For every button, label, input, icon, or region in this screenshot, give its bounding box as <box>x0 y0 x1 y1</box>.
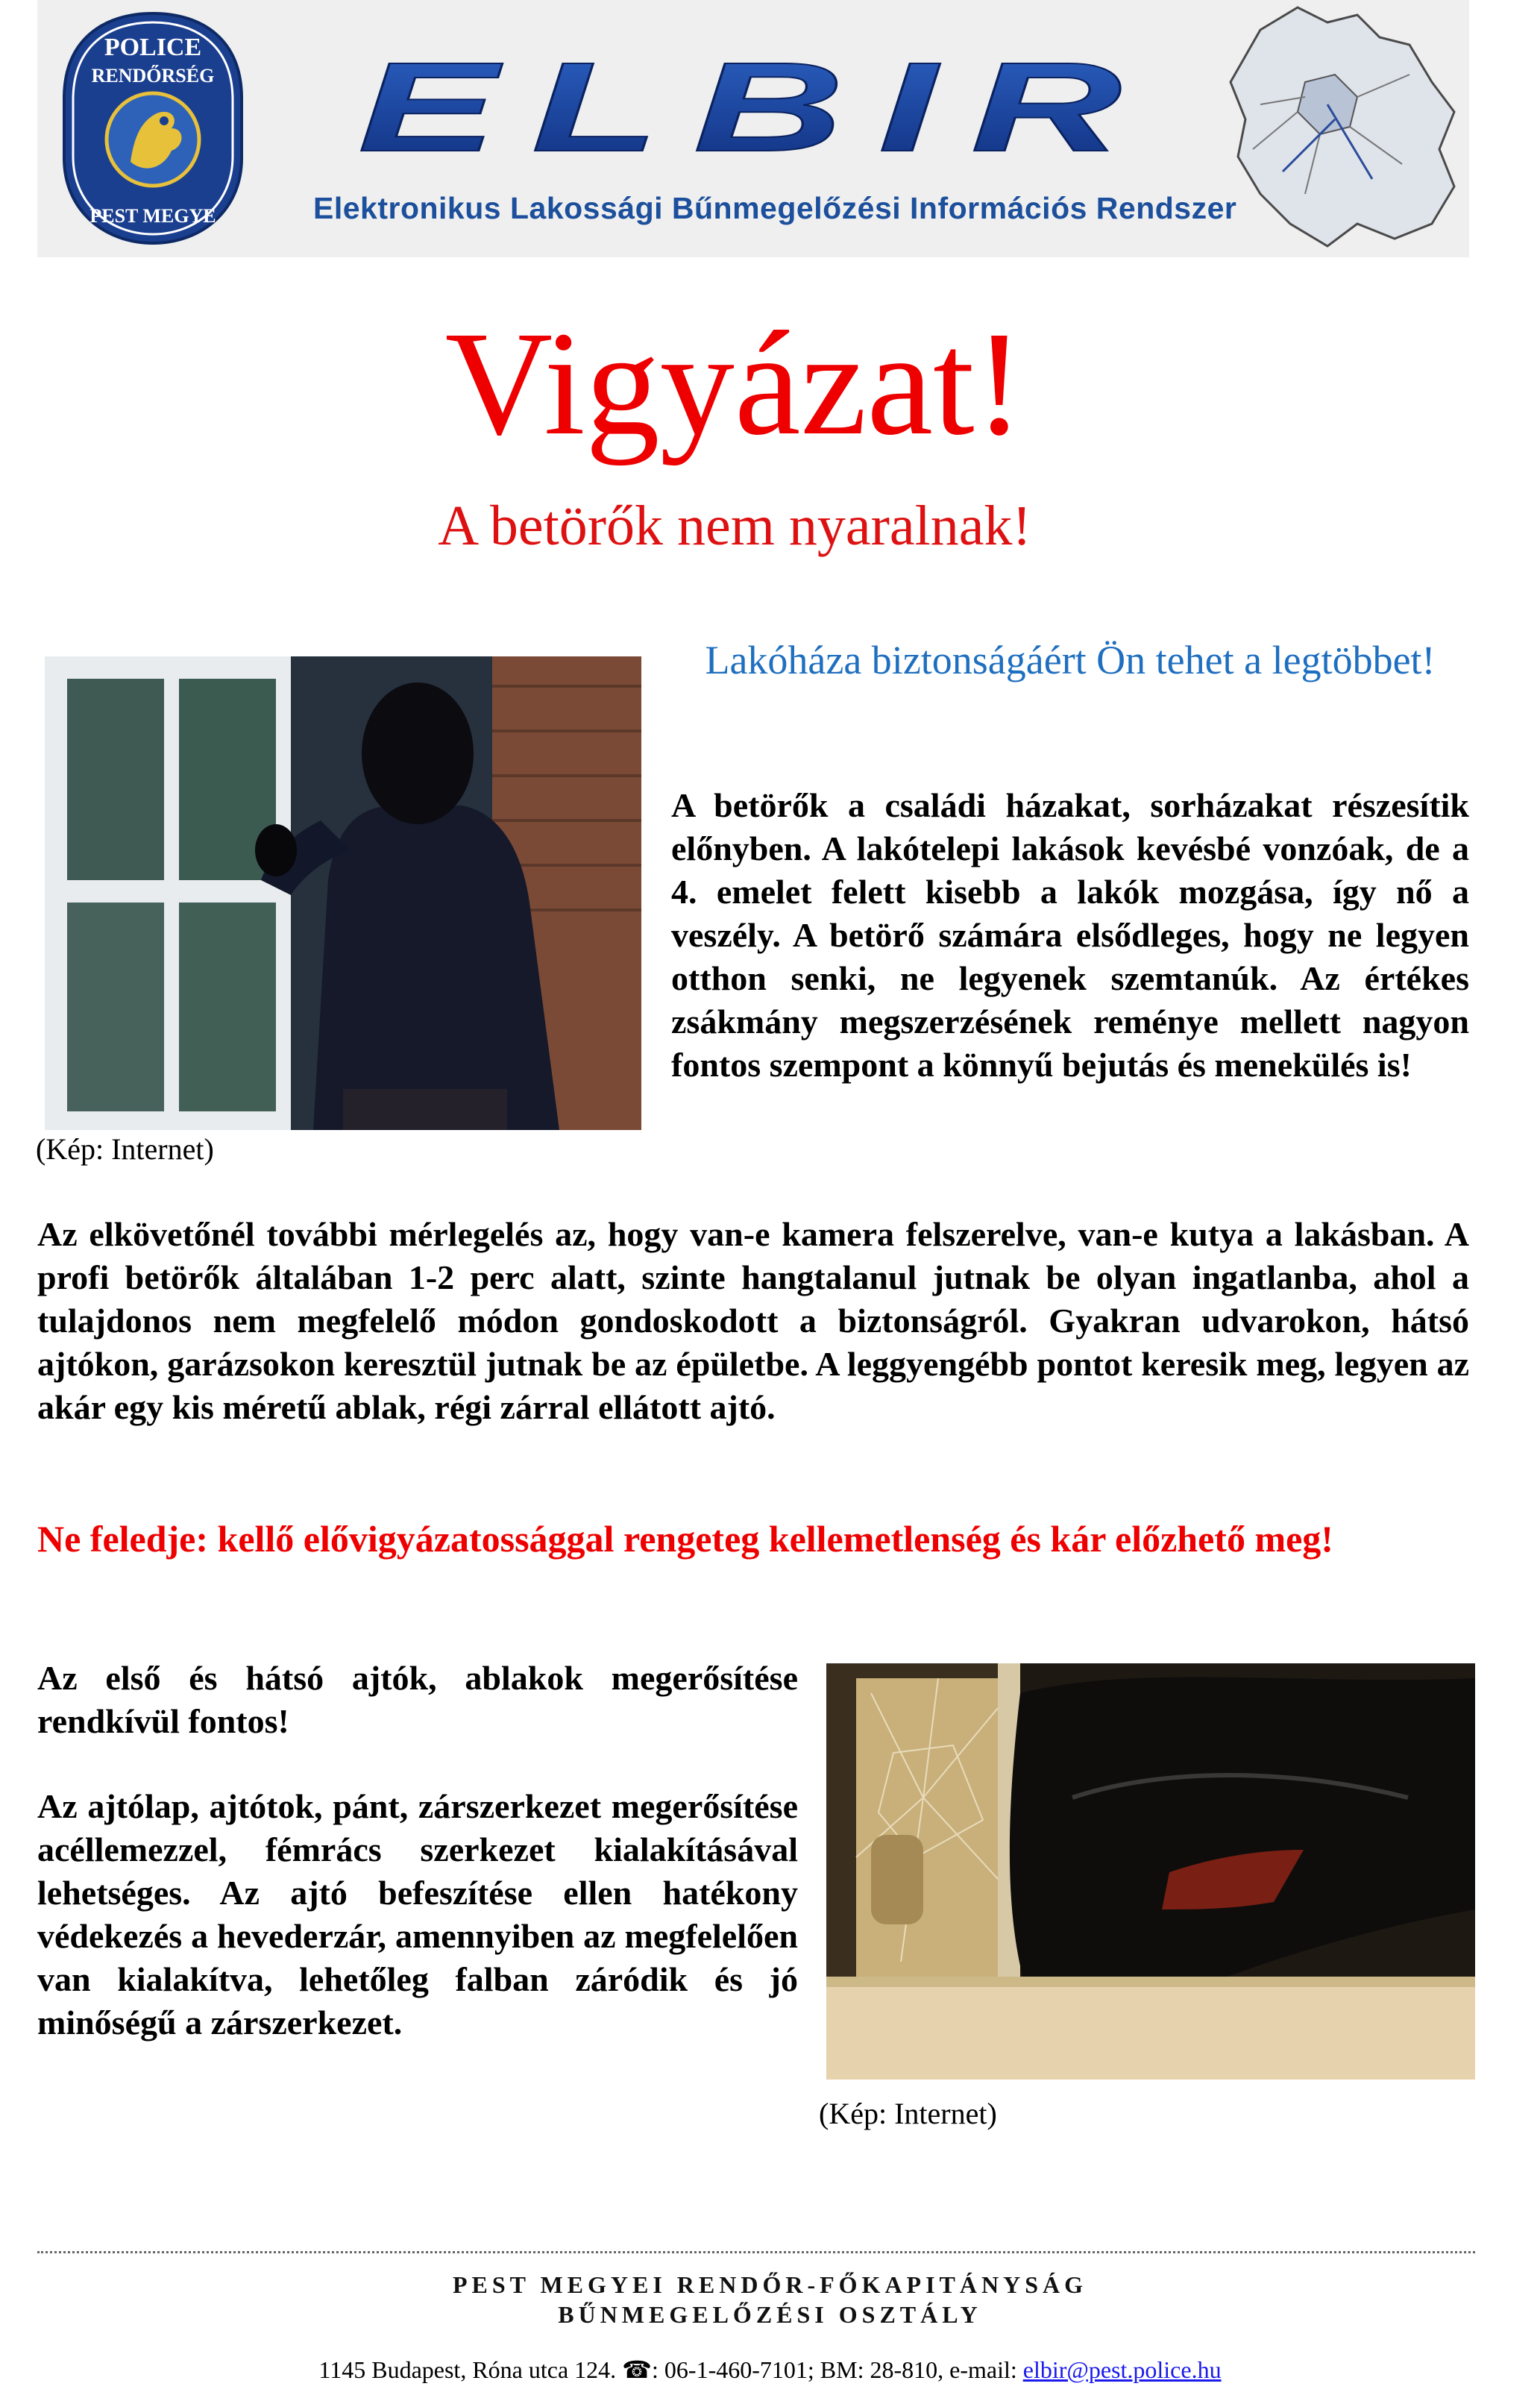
lead-heading: Lakóháza biztonságáért Ön tehet a legtöbbet! <box>705 638 1436 682</box>
photo1-caption: (Kép: Internet) <box>36 1132 214 1166</box>
banner-subtitle: Elektronikus Lakossági Bűnmegelőzési Információs Rendszer <box>313 191 1237 225</box>
page-subtitle: A betörők nem nyaralnak! <box>438 495 1031 557</box>
badge-text-top: POLICE <box>104 34 202 61</box>
elbir-logo-text: ELBIR <box>358 52 1156 164</box>
header-banner <box>37 0 1469 257</box>
warning-text: Ne feledje: kellő elővigyázatossággal rengeteg kellemetlenség és kár előzhető meg! <box>37 1518 1333 1560</box>
broken-window-photo <box>826 1663 1475 2080</box>
burglar-at-window-photo <box>45 656 641 1130</box>
footer-department: BŰNMEGELŐZÉSI OSZTÁLY <box>558 2301 982 2328</box>
pest-county-map-icon <box>1216 0 1469 257</box>
elbir-logo <box>351 52 1163 164</box>
page-title: Vigyázat! <box>444 301 1025 466</box>
paragraph-offender: Az elkövetőnél további mérlegelés az, hogy van-e kamera felszerelve, van-e kutya a lakásban. A profi betörők általában 1-2 perc alatt, szinte hangtalanul jutnak be olyan ingatlanba, ahol a tulajdonos nem megfelelő módon gondoskodott a biztonságról. Gyakran udvarokon, hátsó ajtókon, garázsokon keresztül jutnak be az épületbe. A leggyengébb pontot keresik meg, legyen az akár egy kis méretű ablak, régi zárral ellátott ajtó. <box>37 1215 1469 1426</box>
police-badge-logo <box>60 9 246 248</box>
footer-email-link[interactable]: elbir@pest.police.hu <box>1022 2356 1222 2383</box>
footer-contact <box>0 2356 1540 2384</box>
footer-contact-details: 1145 Budapest, Róna utca 124. ☎: 06-1-460-7101; BM: 28-810, e-mail: <box>318 2356 1023 2383</box>
paragraph-door-reinforcement: Az ajtólap, ajtótok, pánt, zárszerkezet megerősítése acéllemezzel, fémrács szerkezet kialakításával lehetséges. Az ajtó befeszítése ellen hatékony védekezés a hevederzár, amennyiben az megfelelően van kialakítva, lehetőleg falban záródik és jó minőségű a zárszerkezet. <box>37 1787 798 2041</box>
badge-text-bottom: PEST MEGYE <box>89 205 216 227</box>
photo2-caption: (Kép: Internet) <box>819 2097 997 2130</box>
paragraph-intro: A betörők a családi házakat, sorházakat részesítik előnyben. A lakótelepi lakások kevésbé vonzóak, de a 4. emelet felett kisebb a lakók mozgása, így nő a veszély. A betörő számára elsődleges, hogy ne legyen otthon senki, ne legyenek szemtanúk. Az értékes zsákmány megszerzésének reménye mellett nagyon fontos szempont a könnyű bejutás és menekülés is! <box>671 786 1469 1084</box>
footer-organization: PEST MEGYEI RENDŐR-FŐKAPITÁNYSÁG <box>452 2271 1088 2298</box>
paragraph-doors-important: Az első és hátsó ajtók, ablakok megerősítése rendkívül fontos! <box>37 1659 798 1740</box>
badge-text-mid: RENDŐRSÉG <box>91 65 215 87</box>
footer-divider <box>37 2251 1475 2253</box>
